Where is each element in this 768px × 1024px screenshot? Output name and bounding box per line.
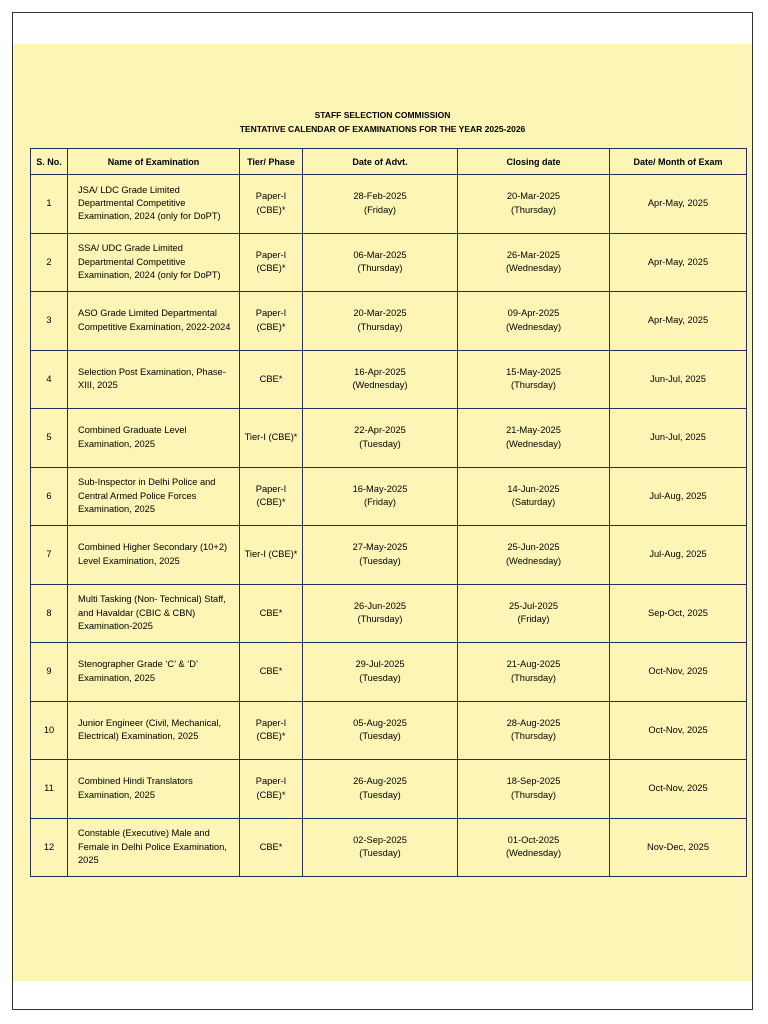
cell-exam-month: Nov-Dec, 2025: [610, 818, 747, 877]
advt-date: 27-May-2025: [352, 542, 408, 553]
cell-tier: Paper-I (CBE)*: [240, 467, 303, 526]
cell-exam-month: Apr-May, 2025: [610, 233, 747, 292]
cell-tier: Paper-I (CBE)*: [240, 760, 303, 819]
cell-sno: 6: [31, 467, 68, 526]
page-frame: [12, 12, 753, 1010]
closing-day: (Wednesday): [505, 438, 562, 449]
advt-date: 06-Mar-2025: [353, 249, 407, 260]
cell-exam-month: Oct-Nov, 2025: [610, 760, 747, 819]
cell-sno: 1: [31, 175, 68, 234]
closing-day: (Thursday): [511, 204, 556, 215]
cell-advt-date: [303, 409, 458, 468]
advt-day: (Tuesday): [359, 848, 401, 859]
cell-tier: CBE*: [240, 818, 303, 877]
col-header-advt-date: Date of Advt.: [303, 149, 458, 175]
closing-date: 21-May-2025: [506, 425, 561, 436]
table-row: [31, 233, 747, 292]
cell-exam-month: Jul-Aug, 2025: [610, 467, 747, 526]
cell-sno: 11: [31, 760, 68, 819]
document-sheet: [13, 44, 752, 981]
advt-day: (Tuesday): [359, 672, 401, 683]
cell-exam-month: Sep-Oct, 2025: [610, 584, 747, 643]
cell-exam-name: Combined Higher Secondary (10+2) Level Examination, 2025: [68, 526, 240, 585]
cell-sno: 5: [31, 409, 68, 468]
cell-exam-month: Jul-Aug, 2025: [610, 526, 747, 585]
cell-exam-name: Selection Post Examination, Phase-XIII, 2025: [68, 350, 240, 409]
advt-date: 28-Feb-2025: [353, 191, 407, 202]
advt-date: 29-Jul-2025: [355, 659, 405, 670]
advt-date: 26-Jun-2025: [353, 600, 407, 611]
cell-exam-name: Constable (Executive) Male and Female in Delhi Police Examination, 2025: [68, 818, 240, 877]
table-row: [31, 409, 747, 468]
col-header-closing-date: Closing date: [458, 149, 610, 175]
title-calendar: TENTATIVE CALENDAR OF EXAMINATIONS FOR THE YEAR 2025-2026: [239, 124, 526, 134]
cell-exam-month: Apr-May, 2025: [610, 175, 747, 234]
cell-sno: 2: [31, 233, 68, 292]
cell-closing-date: [458, 701, 610, 760]
cell-sno: 7: [31, 526, 68, 585]
col-header-tier: Tier/ Phase: [240, 149, 303, 175]
closing-date: 28-Aug-2025: [506, 717, 561, 728]
closing-day: (Wednesday): [505, 263, 562, 274]
advt-date: 22-Apr-2025: [354, 425, 406, 436]
closing-day: (Saturday): [511, 497, 556, 508]
cell-sno: 12: [31, 818, 68, 877]
cell-exam-month: Oct-Nov, 2025: [610, 701, 747, 760]
cell-advt-date: [303, 233, 458, 292]
closing-date: 01-Oct-2025: [507, 834, 560, 845]
cell-exam-month: Jun-Jul, 2025: [610, 409, 747, 468]
advt-day: (Tuesday): [359, 789, 401, 800]
table-row: [31, 760, 747, 819]
cell-exam-name: Junior Engineer (Civil, Mechanical, Electrical) Examination, 2025: [68, 701, 240, 760]
closing-day: (Thursday): [511, 789, 556, 800]
cell-advt-date: [303, 701, 458, 760]
table-header-row: [31, 149, 747, 175]
cell-tier: Paper-I (CBE)*: [240, 292, 303, 351]
advt-day: (Tuesday): [359, 555, 401, 566]
cell-tier: Tier-I (CBE)*: [240, 526, 303, 585]
title-commission: STAFF SELECTION COMMISSION: [314, 110, 451, 120]
closing-day: (Thursday): [511, 672, 556, 683]
cell-advt-date: [303, 643, 458, 702]
cell-closing-date: [458, 467, 610, 526]
cell-advt-date: [303, 760, 458, 819]
table-row: [31, 350, 747, 409]
cell-exam-name: SSA/ UDC Grade Limited Departmental Competitive Examination, 2024 (only for DoPT): [68, 233, 240, 292]
cell-exam-name: Sub-Inspector in Delhi Police and Central Armed Police Forces Examination, 2025: [68, 467, 240, 526]
table-row: [31, 292, 747, 351]
cell-sno: 8: [31, 584, 68, 643]
cell-advt-date: [303, 526, 458, 585]
closing-day: (Thursday): [511, 380, 556, 391]
closing-date: 26-Mar-2025: [506, 249, 561, 260]
advt-day: (Thursday): [357, 321, 403, 332]
cell-exam-name: Multi Tasking (Non- Technical) Staff, and Havaldar (CBIC & CBN) Examination-2025: [68, 584, 240, 643]
closing-date: 20-Mar-2025: [506, 191, 561, 202]
table-row: [31, 818, 747, 877]
cell-closing-date: [458, 292, 610, 351]
advt-day: (Thursday): [357, 263, 403, 274]
closing-day: (Wednesday): [505, 848, 562, 859]
closing-date: 18-Sep-2025: [506, 776, 561, 787]
cell-advt-date: [303, 292, 458, 351]
cell-advt-date: [303, 818, 458, 877]
cell-exam-name: Combined Graduate Level Examination, 2025: [68, 409, 240, 468]
cell-closing-date: [458, 526, 610, 585]
closing-date: 14-Jun-2025: [507, 483, 560, 494]
closing-date: 21-Aug-2025: [506, 659, 561, 670]
cell-closing-date: [458, 409, 610, 468]
closing-date: 09-Apr-2025: [507, 308, 560, 319]
cell-exam-name: ASO Grade Limited Departmental Competitive Examination, 2022-2024: [68, 292, 240, 351]
cell-advt-date: [303, 350, 458, 409]
advt-day: (Friday): [363, 204, 397, 215]
cell-closing-date: [458, 350, 610, 409]
advt-day: (Tuesday): [359, 731, 401, 742]
cell-tier: Paper-I (CBE)*: [240, 701, 303, 760]
table-row: [31, 643, 747, 702]
col-header-exam-month: Date/ Month of Exam: [610, 149, 747, 175]
cell-exam-month: Apr-May, 2025: [610, 292, 747, 351]
closing-day: (Wednesday): [505, 555, 562, 566]
cell-advt-date: [303, 584, 458, 643]
cell-exam-name: JSA/ LDC Grade Limited Departmental Competitive Examination, 2024 (only for DoPT): [68, 175, 240, 234]
closing-date: 15-May-2025: [506, 366, 561, 377]
cell-advt-date: [303, 467, 458, 526]
cell-exam-name: Combined Hindi Translators Examination, 2025: [68, 760, 240, 819]
cell-tier: CBE*: [240, 350, 303, 409]
cell-closing-date: [458, 584, 610, 643]
cell-exam-name: Stenographer Grade ‘C’ & ‘D’ Examination, 2025: [68, 643, 240, 702]
table-row: [31, 526, 747, 585]
table-row: [31, 701, 747, 760]
advt-date: 20-Mar-2025: [353, 308, 407, 319]
table-row: [31, 175, 747, 234]
cell-tier: CBE*: [240, 584, 303, 643]
cell-sno: 10: [31, 701, 68, 760]
cell-tier: CBE*: [240, 643, 303, 702]
cell-closing-date: [458, 818, 610, 877]
cell-closing-date: [458, 175, 610, 234]
table-row: [31, 467, 747, 526]
advt-date: 05-Aug-2025: [353, 717, 407, 728]
table-row: [31, 584, 747, 643]
cell-exam-month: Oct-Nov, 2025: [610, 643, 747, 702]
closing-day: (Friday): [517, 614, 550, 625]
advt-day: (Friday): [363, 497, 397, 508]
closing-day: (Thursday): [511, 731, 556, 742]
advt-date: 16-Apr-2025: [354, 366, 406, 377]
col-header-name: Name of Examination: [68, 149, 240, 175]
cell-tier: Paper-I (CBE)*: [240, 175, 303, 234]
closing-date: 25-Jul-2025: [508, 600, 559, 611]
advt-date: 26-Aug-2025: [353, 776, 407, 787]
exam-calendar-table: [30, 148, 747, 877]
cell-exam-month: Jun-Jul, 2025: [610, 350, 747, 409]
col-header-sno: S. No.: [31, 149, 68, 175]
cell-closing-date: [458, 233, 610, 292]
advt-day: (Thursday): [357, 614, 403, 625]
advt-day: (Wednesday): [352, 380, 408, 391]
cell-sno: 3: [31, 292, 68, 351]
closing-date: 25-Jun-2025: [507, 542, 560, 553]
cell-sno: 9: [31, 643, 68, 702]
cell-tier: Paper-I (CBE)*: [240, 233, 303, 292]
cell-sno: 4: [31, 350, 68, 409]
advt-date: 02-Sep-2025: [353, 834, 407, 845]
advt-day: (Tuesday): [359, 438, 401, 449]
cell-closing-date: [458, 760, 610, 819]
cell-tier: Tier-I (CBE)*: [240, 409, 303, 468]
closing-day: (Wednesday): [505, 321, 562, 332]
cell-closing-date: [458, 643, 610, 702]
advt-date: 16-May-2025: [352, 483, 408, 494]
cell-advt-date: [303, 175, 458, 234]
